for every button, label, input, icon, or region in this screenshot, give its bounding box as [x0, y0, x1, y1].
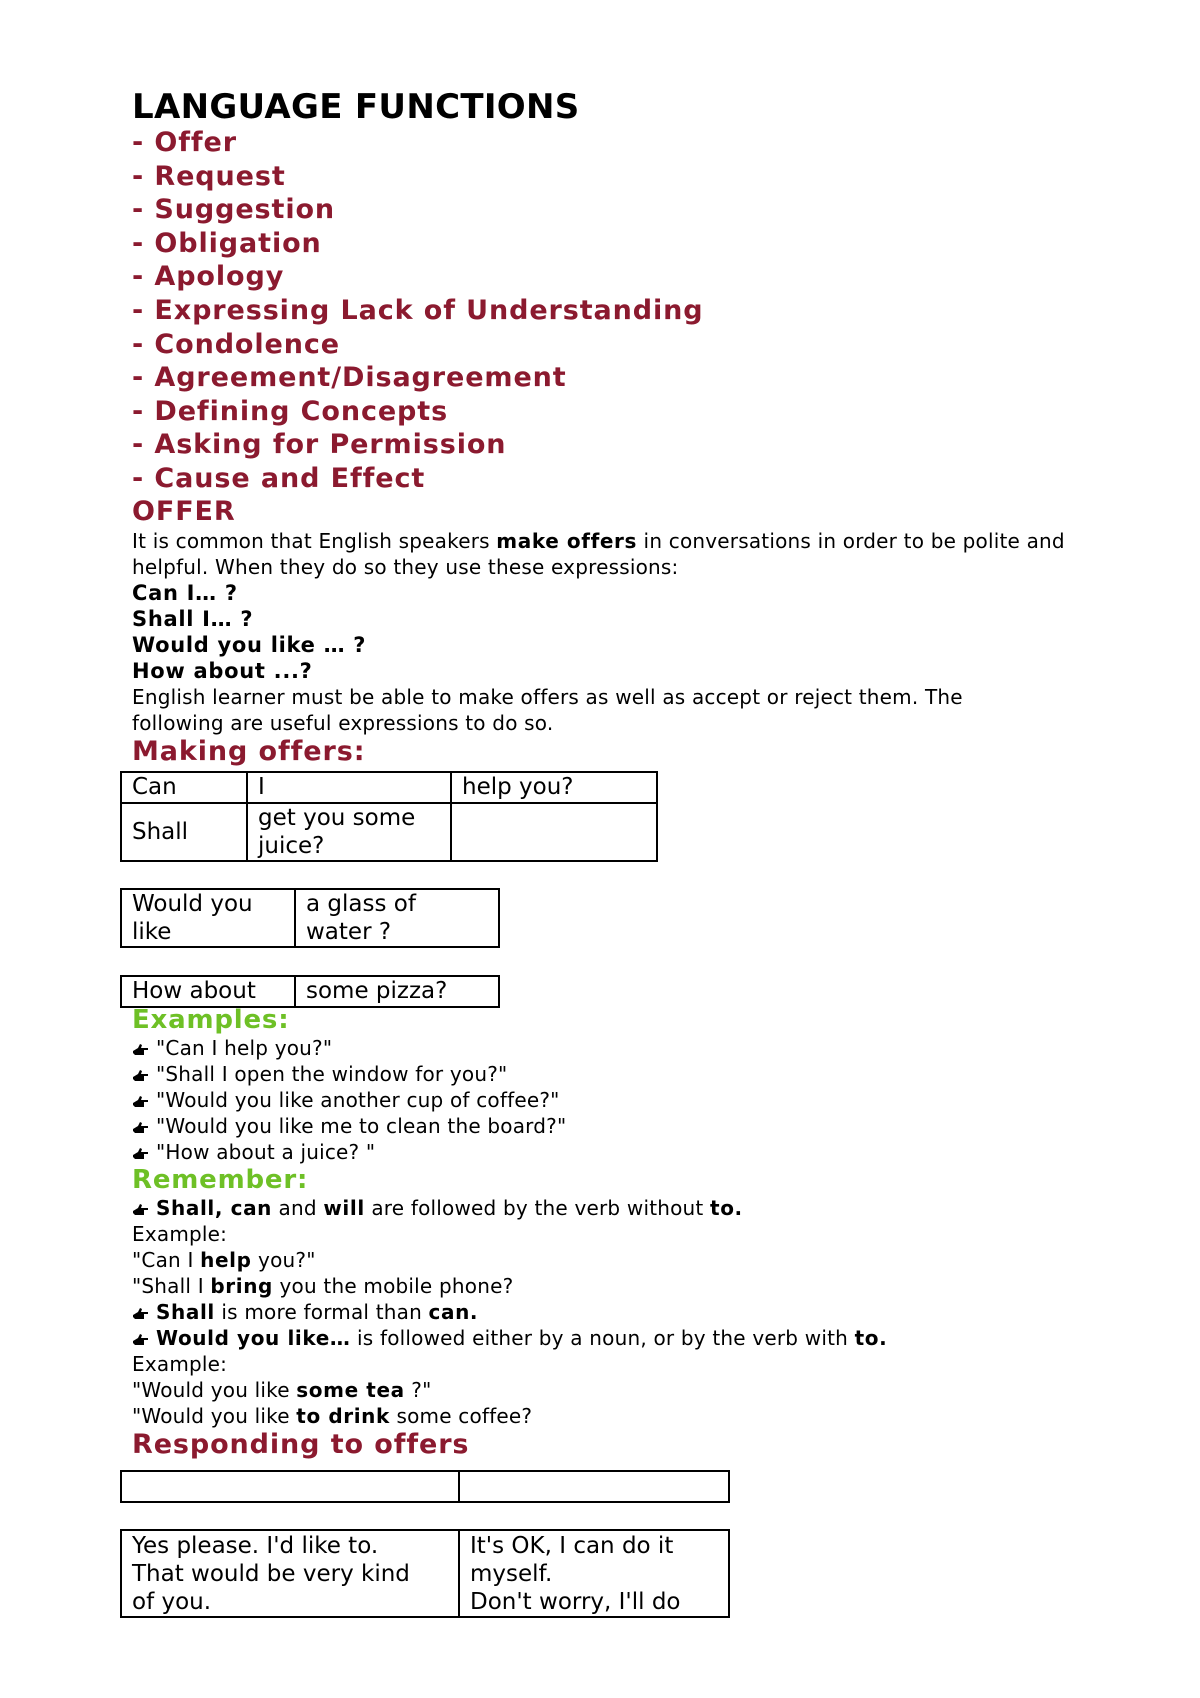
learner-text: following are useful expressions to do so.	[132, 710, 554, 735]
bold-text: to.	[854, 1326, 888, 1350]
examples-heading: Examples:	[132, 1005, 290, 1035]
function-list-item: - Condolence	[132, 328, 340, 360]
function-list	[132, 126, 1092, 496]
example-line	[132, 1247, 1092, 1273]
remember-heading: Remember:	[132, 1165, 309, 1195]
learner-text: English learner must be able to make offers as well as accept or reject them. The	[132, 684, 963, 709]
table-line: Yes please. I'd like to.	[132, 1533, 379, 1559]
expression: How about ...?	[132, 658, 313, 683]
text: you?"	[251, 1248, 316, 1272]
declining-cell	[459, 1530, 729, 1617]
making-offers-table-2	[120, 888, 500, 948]
table-cell: some pizza?	[295, 976, 499, 1007]
example-line	[132, 1377, 1092, 1403]
responding-heading: Responding to offers	[132, 1429, 470, 1460]
making-offers-table-1	[120, 771, 658, 862]
bold-text: help	[200, 1248, 252, 1272]
table-cell: Shall	[121, 803, 247, 861]
offer-heading: OFFER	[132, 495, 236, 527]
intro-text: in conversations in order to be polite and	[637, 528, 1065, 553]
text: is followed either by a noun, or by the verb with	[350, 1326, 855, 1350]
bold-text: will	[323, 1196, 365, 1220]
offer-expressions	[132, 580, 1092, 684]
table-cell	[451, 803, 657, 861]
example-text: "Would you like another cup of coffee?"	[156, 1088, 560, 1112]
function-list-item: - Suggestion	[132, 194, 336, 226]
table-cell: Can	[121, 772, 247, 803]
document-page	[132, 88, 1092, 768]
pointing-hand-icon	[132, 1146, 150, 1160]
example-text: "Shall I open the window for you?"	[156, 1062, 508, 1086]
function-list-item: - Request	[132, 160, 286, 192]
pointing-hand-icon	[132, 1120, 150, 1134]
page-title: LANGUAGE FUNCTIONS	[132, 87, 580, 127]
pointing-hand-icon	[132, 1332, 150, 1346]
bold-text: Shall, can	[156, 1196, 272, 1220]
expression: Shall I… ?	[132, 606, 254, 631]
function-list-item: - Defining Concepts	[132, 395, 449, 427]
text: ?"	[404, 1378, 432, 1402]
text: "Can I	[132, 1248, 201, 1272]
pointing-hand-icon	[132, 1202, 150, 1216]
expression: Can I… ?	[132, 580, 238, 605]
table-header-cell: Declining	[459, 1471, 729, 1502]
offer-intro-line2: helpful. When they do so they use these expressions:	[132, 554, 679, 579]
text: "Shall I	[132, 1274, 211, 1298]
expression: Would you like … ?	[132, 632, 367, 657]
pointing-hand-icon	[132, 1094, 150, 1108]
bold-text: bring	[210, 1274, 273, 1298]
text: is more formal than	[214, 1300, 429, 1324]
offer-intro	[132, 528, 1092, 554]
text: you the mobile phone?	[272, 1274, 514, 1298]
accepting-cell	[121, 1530, 459, 1617]
function-list-item: - Agreement/Disagreement	[132, 362, 567, 394]
example-text: "Would you like me to clean the board?"	[156, 1114, 567, 1138]
text: some coffee?	[389, 1404, 533, 1428]
table-line: Don't worry, I'll do	[470, 1589, 681, 1615]
remember-item	[132, 1195, 1092, 1221]
remember-item	[132, 1299, 1092, 1325]
making-offers-table-3	[120, 975, 500, 1008]
bold-text: some tea	[296, 1378, 405, 1402]
function-list-item: - Expressing Lack of Understanding	[132, 294, 704, 326]
text: are followed by the verb without	[364, 1196, 711, 1220]
table-line: It's OK, I can do it	[470, 1533, 674, 1559]
example-line	[132, 1403, 1092, 1429]
examples-list	[132, 1035, 1092, 1165]
bold-text: to drink	[296, 1404, 390, 1428]
table-cell: help you?	[451, 772, 657, 803]
example-text: "How about a juice? "	[156, 1140, 376, 1164]
function-list-item: - Cause and Effect	[132, 462, 426, 494]
bold-text: can.	[428, 1300, 479, 1324]
example-item	[132, 1035, 1092, 1061]
example-item	[132, 1139, 1092, 1165]
function-list-item: - Asking for Permission	[132, 429, 507, 461]
pointing-hand-icon	[132, 1042, 150, 1056]
intro-bold: make offers	[496, 528, 637, 553]
table-cell: Would you like	[121, 889, 295, 947]
pointing-hand-icon	[132, 1068, 150, 1082]
intro-text: It is common that English speakers	[132, 528, 497, 553]
example-item	[132, 1087, 1092, 1113]
table-cell: get you some juice?	[247, 803, 451, 861]
table-cell: How about	[121, 976, 295, 1007]
remember-item	[132, 1325, 1092, 1351]
example-item	[132, 1113, 1092, 1139]
responding-header-table	[120, 1470, 730, 1503]
making-offers-heading: Making offers:	[132, 735, 366, 767]
example-line	[132, 1273, 1092, 1299]
example-label: Example:	[132, 1222, 228, 1246]
remember-list	[132, 1195, 1092, 1429]
table-line: of you.	[132, 1589, 212, 1615]
text: and	[272, 1196, 324, 1220]
function-list-item: - Apology	[132, 261, 285, 293]
bold-text: Shall	[156, 1300, 215, 1324]
function-list-item: - Offer	[132, 127, 237, 158]
example-label: Example:	[132, 1352, 228, 1376]
table-line: myself.	[470, 1561, 553, 1587]
bold-text: to.	[710, 1196, 743, 1220]
table-cell: a glass of water ?	[295, 889, 499, 947]
examples-section	[132, 1005, 1092, 1461]
text: "Would you like	[132, 1378, 297, 1402]
responding-table	[120, 1529, 730, 1618]
example-item	[132, 1061, 1092, 1087]
function-list-item: - Obligation	[132, 227, 322, 259]
pointing-hand-icon	[132, 1306, 150, 1320]
table-line: That would be very kind	[132, 1561, 410, 1587]
example-text: "Can I help you?"	[156, 1036, 333, 1060]
text: "Would you like	[132, 1404, 297, 1428]
table-cell: I	[247, 772, 451, 803]
table-header-cell: Accepting	[121, 1471, 459, 1502]
bold-text: Would you like…	[156, 1326, 351, 1350]
